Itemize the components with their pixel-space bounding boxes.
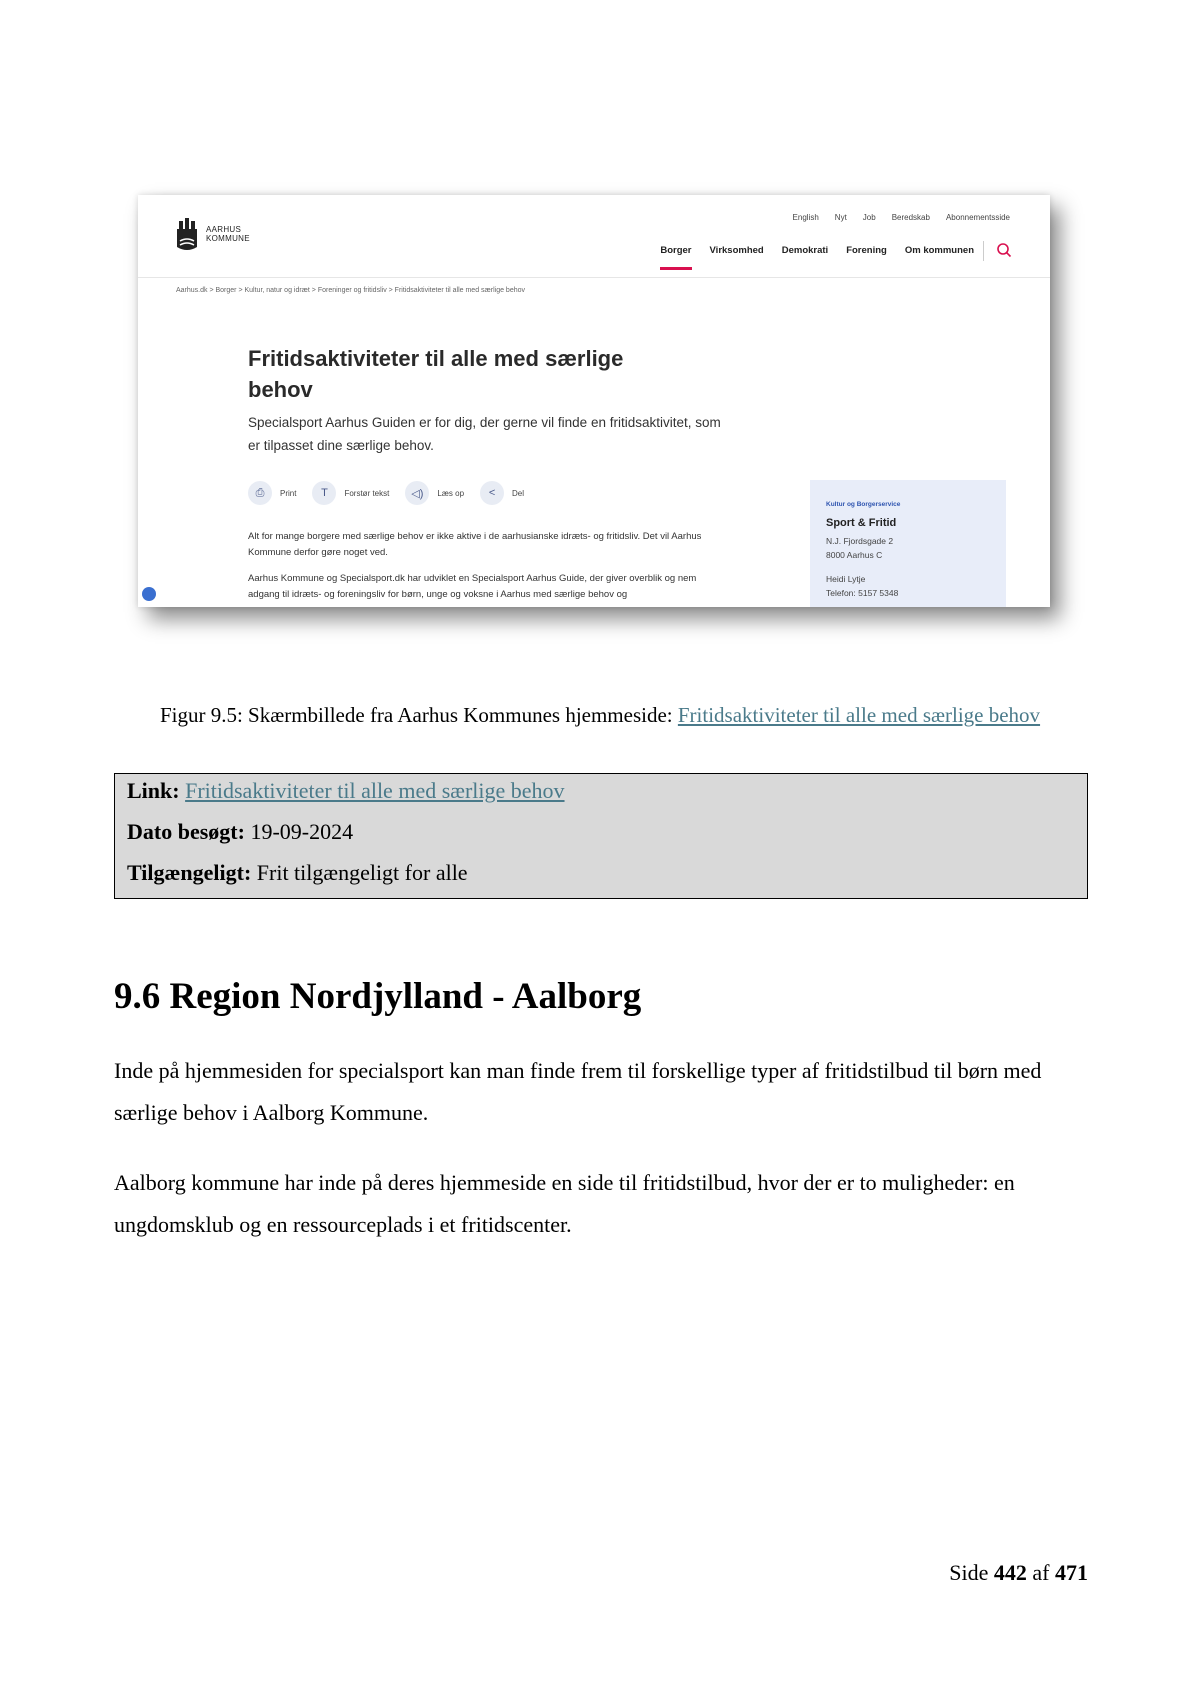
section-paragraph-2: Aalborg kommune har inde på deres hjemmeside en side til fritidstilbud, hvor der er to muligheder: en ungdomsklub og en ressourceplads i et fritidscenter.	[114, 1170, 1015, 1237]
info-box	[114, 773, 1088, 899]
top-link-abonnement[interactable]: Abonnementsside	[945, 213, 1010, 222]
contact-name: Sport & Fritid	[826, 517, 897, 529]
section-heading: 9.6 Region Nordjylland - Aalborg	[114, 976, 642, 1017]
aarhus-logo: AARHUS KOMMUNE	[174, 217, 250, 251]
section-paragraph-1: Inde på hjemmesiden for specialsport kan man finde frem til forskellige typer af fritidstilbud til børn med særlige behov i Aalborg Kommune.	[114, 1058, 1042, 1125]
figure-caption	[0, 703, 1200, 728]
contact-address1: N.J. Fjordsgade 2	[826, 536, 894, 546]
nav-divider	[983, 241, 984, 261]
contact-kicker: Kultur og Borgerservice	[826, 501, 901, 508]
search-icon[interactable]	[996, 242, 1012, 258]
main-nav	[660, 245, 974, 256]
nav-virksomhed[interactable]: Virksomhed	[709, 245, 764, 256]
breadcrumb[interactable]: Aarhus.dk > Borger > Kultur, natur og idræt > Foreninger og fritidsliv > Fritidsaktiviteter til alle med særlige behov	[176, 287, 525, 294]
page-title: Fritidsaktiviteter til alle med særlige behov	[248, 346, 624, 402]
info-row-access	[127, 856, 1075, 897]
header-divider	[138, 277, 1050, 278]
link-label: Link:	[127, 778, 180, 803]
body-paragraph: Alt for mange borgere med særlige behov er ikke aktive i de aarhusianske idræts- og fritidsliv. Det vil Aarhus Kommune derfor gøre noget ved.	[248, 531, 702, 558]
read-aloud-button[interactable]: ◁) Læs op	[405, 481, 464, 505]
access-label: Tilgængeligt:	[127, 860, 252, 885]
info-row-date	[127, 815, 1075, 856]
body-paragraph: Aarhus Kommune og Specialsport.dk har udviklet en Specialsport Aarhus Guide, der giver overblik og nem adgang til idræts- og foreningsliv for børn, unge og voksne i Aarhus med særlige behov og	[248, 573, 697, 600]
enlarge-text-button[interactable]: T Forstør tekst	[312, 481, 389, 505]
accessibility-icon[interactable]	[142, 587, 156, 601]
access-value: Frit tilgængeligt for alle	[256, 860, 468, 885]
nav-demokrati[interactable]: Demokrati	[781, 245, 829, 256]
speaker-icon: ◁)	[405, 481, 429, 505]
caption-link[interactable]: Fritidsaktiviteter til alle med særlige behov	[677, 703, 1041, 727]
embedded-screenshot	[138, 195, 1050, 607]
top-links	[793, 213, 1010, 222]
nav-borger[interactable]: Borger	[660, 245, 692, 256]
contact-person: Heidi Lytje	[826, 574, 866, 584]
info-row-link	[127, 774, 1075, 815]
nav-om-kommunen[interactable]: Om kommunen	[904, 245, 974, 256]
date-value: 19-09-2024	[250, 819, 354, 844]
page-number: Side 442 af 471	[949, 1560, 1088, 1585]
nav-forening[interactable]: Forening	[846, 245, 887, 256]
caption-text: Figur 9.5: Skærmbillede fra Aarhus Kommunes hjemmeside:	[159, 703, 678, 727]
top-link-job[interactable]: Job	[862, 213, 876, 222]
page-tools	[248, 481, 530, 505]
top-link-nyt[interactable]: Nyt	[834, 213, 847, 222]
contact-box	[810, 480, 1006, 607]
contact-phone[interactable]: Telefon: 5157 5348	[826, 588, 899, 598]
contact-address2: 8000 Aarhus C	[826, 550, 883, 560]
info-link[interactable]: Fritidsaktiviteter til alle med særlige behov	[185, 778, 565, 803]
top-link-english[interactable]: English	[792, 213, 819, 222]
date-label: Dato besøgt:	[127, 819, 245, 844]
top-link-beredskab[interactable]: Beredskab	[891, 213, 930, 222]
city-crest-icon	[174, 217, 200, 251]
print-button[interactable]: ⎙ Print	[248, 481, 296, 505]
printer-icon: ⎙	[248, 481, 272, 505]
lead-text: Specialsport Aarhus Guiden er for dig, der gerne vil finde en fritidsaktivitet, som er tilpasset dine særlige behov.	[248, 415, 721, 453]
text-size-icon: T	[312, 481, 336, 505]
share-icon: <	[480, 481, 504, 505]
share-button[interactable]: < Del	[480, 481, 524, 505]
